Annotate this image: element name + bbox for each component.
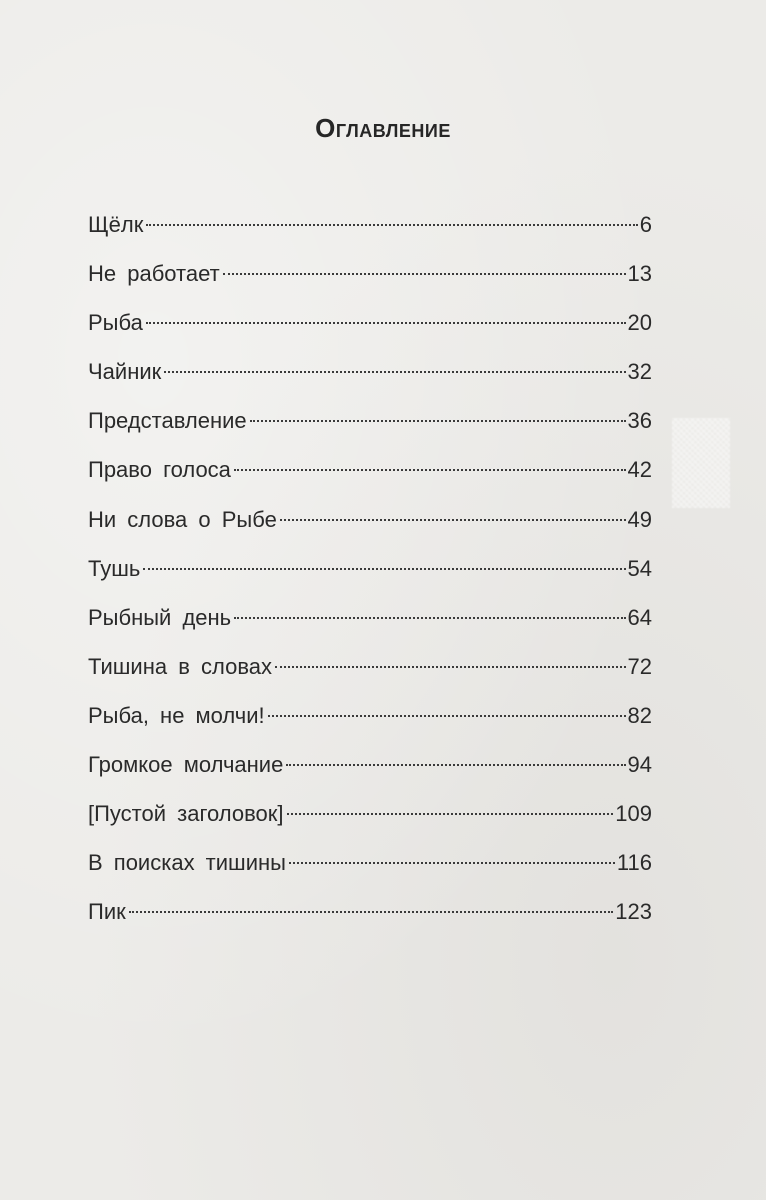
toc-page-number: 94	[627, 752, 652, 778]
toc-page-number: 109	[615, 801, 652, 827]
toc-entry	[88, 303, 652, 352]
toc-entry-title: Пик	[88, 899, 126, 925]
toc-page-number: 13	[627, 261, 652, 287]
toc-entry	[88, 794, 652, 843]
toc-entry-title: Представление	[88, 408, 247, 434]
dot-leader	[234, 617, 625, 619]
toc-entry	[88, 892, 652, 941]
toc-entry-title: Чайник	[88, 359, 162, 385]
toc-page-number: 54	[627, 555, 652, 581]
toc-entry	[88, 500, 652, 549]
toc-entry	[88, 401, 652, 450]
toc-page-number: 116	[616, 850, 652, 876]
toc-page-number: 32	[627, 359, 652, 385]
paper-texture-patch	[672, 418, 730, 508]
toc-page-number: 49	[627, 506, 652, 532]
toc-entry	[88, 745, 652, 794]
dot-leader	[164, 371, 625, 373]
toc-entry	[88, 549, 652, 598]
dot-leader	[223, 273, 626, 275]
toc-entry-title: Рыбный день	[88, 604, 232, 630]
toc-entry	[88, 696, 652, 745]
toc-entry-title: Громкое молчание	[88, 752, 284, 778]
toc-page-number: 6	[639, 212, 652, 237]
toc-entry-title: Не работает	[88, 261, 220, 287]
dot-leader	[250, 420, 626, 422]
toc-page-number: 82	[627, 702, 652, 728]
toc-heading: Оглавление	[315, 113, 451, 143]
dot-leader	[143, 568, 625, 570]
toc-page-number: 72	[627, 653, 652, 679]
toc-entry-title: В поисках тишины	[88, 850, 286, 876]
dot-leader	[275, 666, 626, 668]
toc-page-number: 36	[627, 408, 652, 434]
toc-list	[88, 205, 652, 941]
toc-page-number: 64	[627, 604, 652, 630]
toc-entry-title: Рыба	[88, 310, 143, 336]
toc-entry-title: Тушь	[88, 555, 141, 581]
dot-leader	[286, 764, 625, 766]
dot-leader	[146, 322, 626, 324]
dot-leader	[234, 469, 626, 471]
dot-leader	[146, 224, 637, 226]
dot-leader	[268, 715, 626, 717]
toc-entry-title: Щёлк	[88, 212, 144, 237]
toc-entry	[88, 843, 652, 892]
toc-entry-title: Рыба, не молчи!	[88, 702, 265, 728]
toc-entry	[88, 205, 652, 254]
toc-entry-title: [Пустой заголовок]	[88, 801, 284, 827]
toc-entry-title: Право голоса	[88, 457, 231, 483]
toc-entry	[88, 254, 652, 303]
toc-entry-title: Ни слова о Рыбе	[88, 506, 277, 532]
toc-entry	[88, 647, 652, 696]
dot-leader	[287, 813, 614, 815]
dot-leader	[129, 911, 614, 913]
toc-page-number: 20	[627, 310, 652, 336]
toc-entry	[88, 598, 652, 647]
toc-entry	[88, 450, 652, 499]
dot-leader	[280, 519, 626, 521]
toc-entry	[88, 352, 652, 401]
toc-page-number: 42	[627, 457, 652, 483]
toc-page-number: 123	[615, 899, 652, 925]
toc-entry-title: Тишина в словах	[88, 653, 272, 679]
dot-leader	[289, 862, 615, 864]
